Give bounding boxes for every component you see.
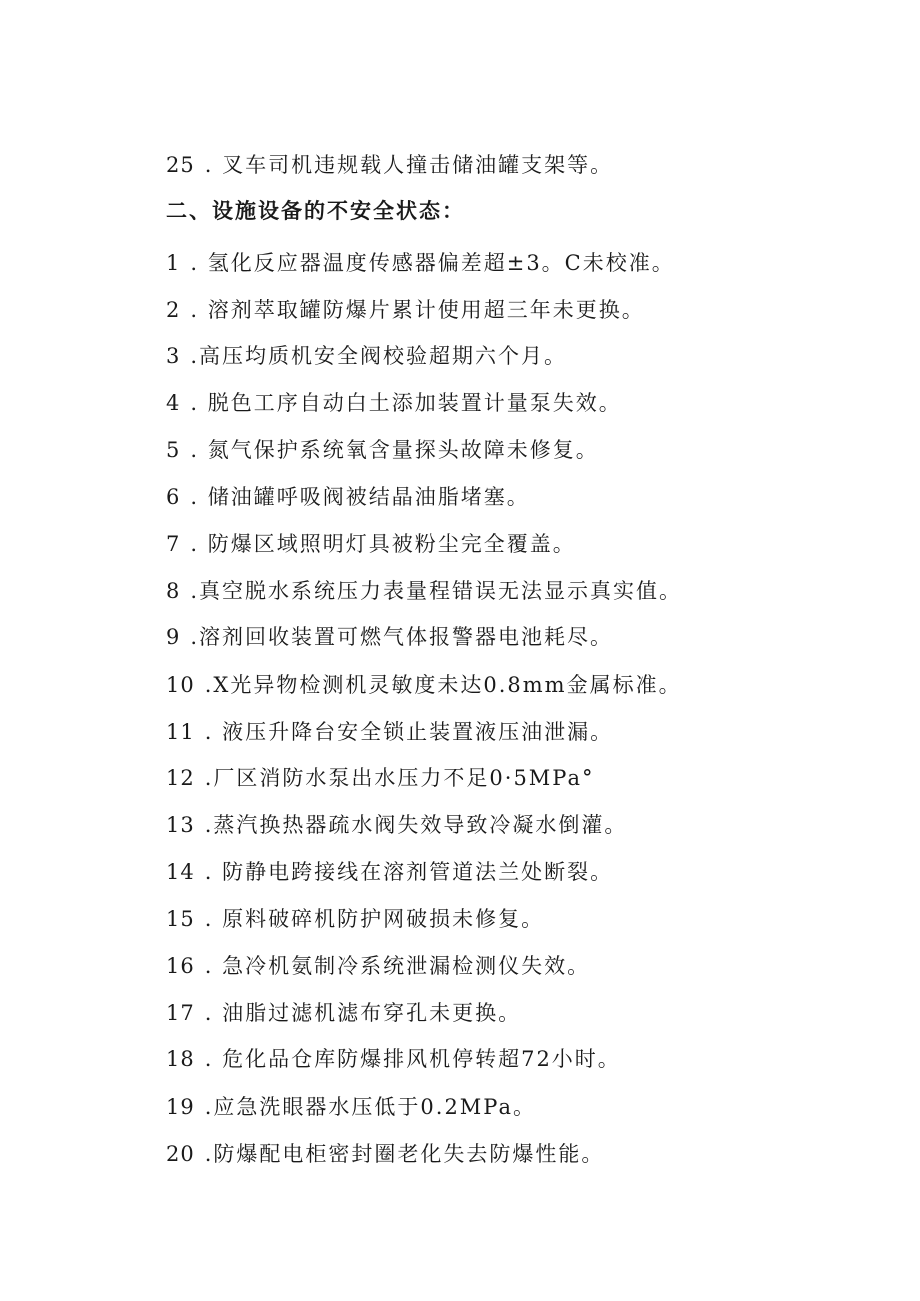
item-text: . 溶剂萃取罐防爆片累计使用超三年未更换。 xyxy=(190,298,645,322)
item-text: .应急洗眼器水压低于0.2MPa。 xyxy=(204,1095,537,1119)
list-item xyxy=(166,343,567,369)
item-text: . 叉车司机违规载人撞击储油罐支架等。 xyxy=(204,153,614,177)
item-text: . 原料破碎机防护网破损未修复。 xyxy=(204,907,545,931)
list-item xyxy=(166,765,595,791)
item-text: .溶剂回收装置可燃气体报警器电池耗尽。 xyxy=(190,625,614,649)
list-item xyxy=(166,250,675,276)
item-text: . 氢化反应器温度传感器偏差超±3。C未校准。 xyxy=(190,251,675,275)
item-text: . 防静电跨接线在溶剂管道法兰处断裂。 xyxy=(204,860,614,884)
list-item xyxy=(166,297,645,323)
item-number: 11 xyxy=(166,720,195,744)
item-text: .高压均质机安全阀校验超期六个月。 xyxy=(190,344,568,368)
item-number: 16 xyxy=(166,954,195,978)
item-number: 2 xyxy=(166,298,181,322)
list-item xyxy=(166,953,590,979)
list-item xyxy=(166,1046,621,1072)
item-text: .防爆配电柜密封圈老化失去防爆性能。 xyxy=(204,1142,605,1166)
item-number: 1 xyxy=(166,251,181,275)
list-item xyxy=(166,859,613,885)
list-item xyxy=(166,812,627,838)
section-heading: 二、设施设备的不安全状态： xyxy=(166,199,465,223)
list-item xyxy=(166,437,599,463)
item-text: .蒸汽换热器疏水阀失效导致冷凝水倒灌。 xyxy=(204,813,628,837)
item-number: 19 xyxy=(166,1095,195,1119)
item-number: 20 xyxy=(166,1142,195,1166)
item-number: 17 xyxy=(166,1001,195,1025)
item-text: .厂区消防水泵出水压力不足0·5MPa° xyxy=(204,766,595,790)
item-number: 13 xyxy=(166,813,195,837)
item-number: 6 xyxy=(166,485,181,509)
item-number: 12 xyxy=(166,766,195,790)
item-text: .真空脱水系统压力表量程错误无法显示真实值。 xyxy=(190,579,683,603)
item-number: 8 xyxy=(166,579,181,603)
item-text: . 油脂过滤机滤布穿孔未更换。 xyxy=(204,1001,522,1025)
list-item xyxy=(166,906,544,932)
item-number: 9 xyxy=(166,625,181,649)
item-text: . 储油罐呼吸阀被结晶油脂堵塞。 xyxy=(190,485,530,509)
item-number: 25 xyxy=(166,153,195,177)
item-number: 18 xyxy=(166,1047,195,1071)
item-number: 15 xyxy=(166,907,195,931)
item-number: 4 xyxy=(166,391,181,415)
list-item xyxy=(166,1094,536,1120)
list-item xyxy=(166,578,682,604)
list-item xyxy=(166,484,530,510)
list-item xyxy=(166,1000,521,1026)
item-text: . 脱色工序自动白土添加装置计量泵失效。 xyxy=(190,391,622,415)
item-number: 10 xyxy=(166,673,195,697)
list-item xyxy=(166,672,682,698)
list-item xyxy=(166,390,622,416)
item-text: . 氮气保护系统氧含量探头故障未修复。 xyxy=(190,438,599,462)
item-number: 7 xyxy=(166,532,181,556)
list-item xyxy=(166,719,613,745)
item-text: . 防爆区域照明灯具被粉尘完全覆盖。 xyxy=(190,532,576,556)
list-item xyxy=(166,531,576,557)
list-item xyxy=(166,1141,604,1167)
item-number: 14 xyxy=(166,860,195,884)
item-text: . 急冷机氨制冷系统泄漏检测仪失效。 xyxy=(204,954,591,978)
item-number: 3 xyxy=(166,344,181,368)
item-text: .X光异物检测机灵敏度未达0.8mm金属标准。 xyxy=(204,673,682,697)
item-number: 5 xyxy=(166,438,181,462)
list-item xyxy=(166,624,613,650)
item-text: . 液压升降台安全锁止装置液压油泄漏。 xyxy=(204,720,614,744)
list-item-25 xyxy=(166,152,613,178)
item-text: . 危化品仓库防爆排风机停转超72小时。 xyxy=(204,1047,621,1071)
